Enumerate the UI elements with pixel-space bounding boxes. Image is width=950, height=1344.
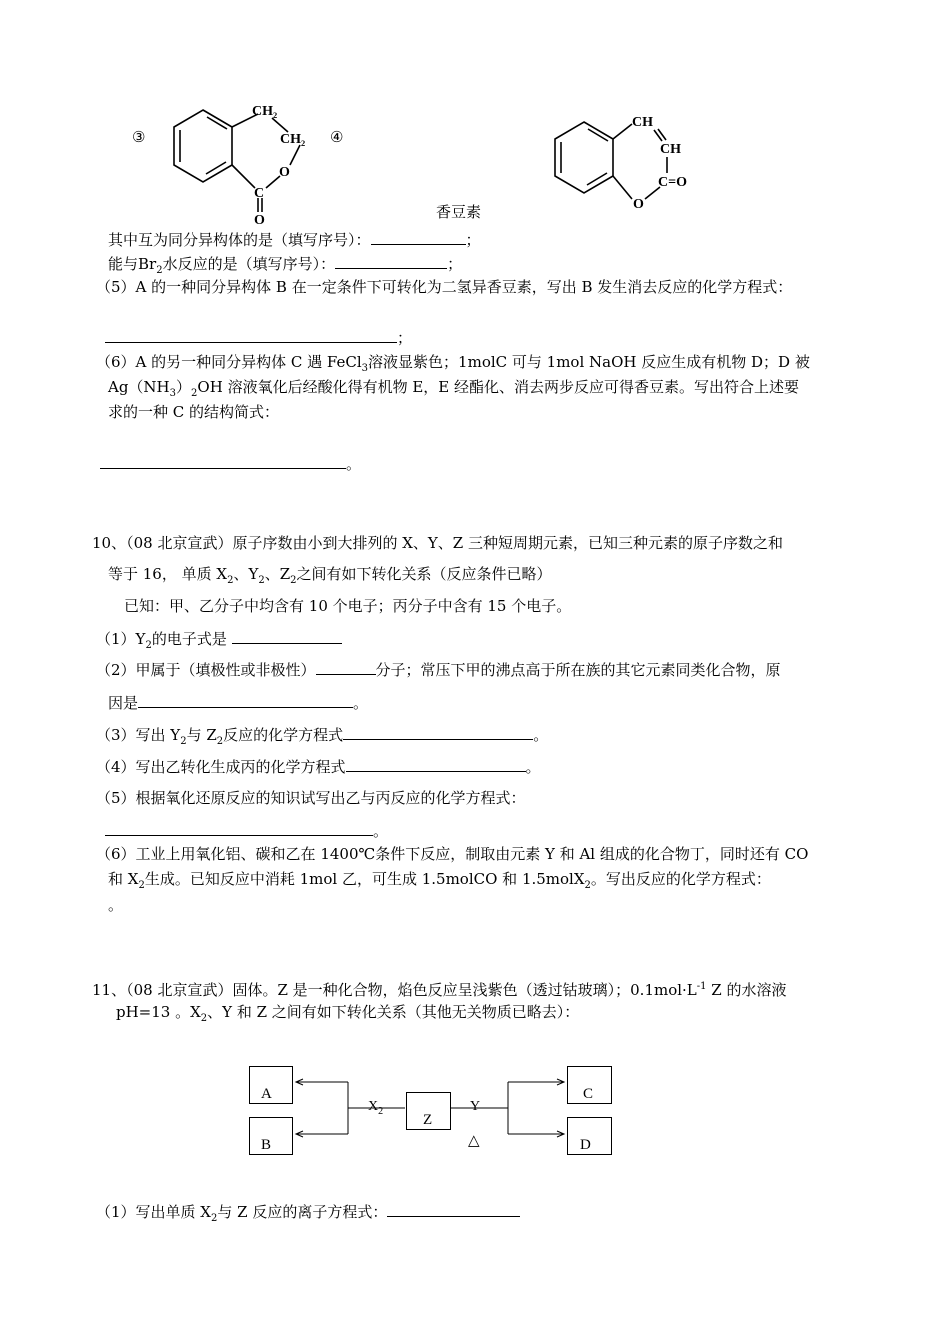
q10-5-answer-blank[interactable]	[105, 820, 373, 836]
q10-sub3: （3）写出 $Y_2$与 $Z_2$反应的化学方程式 。	[96, 726, 549, 747]
br2-answer-blank[interactable]	[335, 253, 447, 269]
structure-3-drawing	[0, 0, 950, 240]
part5-answer-blank[interactable]	[105, 327, 397, 343]
q10-sub5-answer: 。	[105, 820, 388, 841]
ch2-label-top: CH₂	[252, 104, 278, 119]
coumarin-name: 香豆素	[436, 205, 482, 221]
x2-arrow-label: $X_2$	[368, 1099, 384, 1117]
q9-part5-answer: ；	[105, 327, 412, 348]
q11-1-answer-blank[interactable]	[387, 1201, 520, 1217]
q11-line1: 11、（08 北京宣武）固体。Z 是一种化合物，焰色反应呈浅紫色（透过钴玻璃）；$0.1mol\cdot L^{-1}$ Z 的水溶液	[92, 981, 787, 999]
box-d-label: D	[580, 1137, 591, 1153]
box-a-label: A	[261, 1086, 272, 1102]
q10-2-polarity-blank[interactable]	[316, 659, 376, 675]
isomer-answer-blank[interactable]	[371, 229, 466, 245]
q10-sub6-line2: 和 $X_2$生成。已知反应中消耗 1mol 乙，可生成 1.5molCO 和 1.5molX$_2$。写出反应的化学方程式：	[108, 870, 771, 891]
q9-part5: （5）A 的一种同分异构体 B 在一定条件下可转化为二氢异香豆素，写出 B 发生消去反应的化学方程式：	[96, 278, 793, 296]
ring-o-label-4: O	[633, 197, 644, 212]
q10-sub5: （5）根据氧化还原反应的知识试写出乙与丙反应的化学方程式：	[96, 789, 526, 807]
q10-sub6-line1: （6）工业上用氧化铝、碳和乙在 1400℃条件下反应，制取由元素 Y 和 Al 组成的化合物丁，同时还有 CO	[96, 845, 809, 863]
isomer-question: 其中互为同分异构体的是（填写序号）： ；	[108, 231, 481, 249]
circle-num-3: ③	[132, 130, 146, 146]
carbonyl-c-label-3: C	[254, 186, 265, 201]
q10-sub2: （2）甲属于（填极性或非极性） 分子；常压下甲的沸点高于所在族的其它元素同类化合物，原	[96, 661, 781, 679]
carbonyl-o-label-3: O	[254, 213, 265, 228]
carbonyl-label-4: C=O	[658, 175, 687, 190]
q9-part6-line2: $Ag(NH_3)_2OH$ 溶液氧化后经酸化得有机物 E，E 经酯化、消去两步反应可得香豆素。写出符合上述要	[108, 378, 800, 399]
ring-o-label-3: O	[279, 165, 290, 180]
ch-label-b: CH	[660, 142, 681, 157]
q10-1-answer-blank[interactable]	[232, 628, 342, 644]
q10-sub1: $(1)Y_2$的电子式是	[96, 628, 342, 656]
q10-2-reason-blank[interactable]	[138, 692, 353, 708]
circle-num-4: ④	[330, 130, 344, 146]
q9-part6-answer: 。	[100, 453, 361, 474]
q11-sub1: （1）写出单质 $X_2$与 Z 反应的离子方程式：	[96, 1201, 520, 1229]
q10-sub2-reason: 因是 。	[108, 694, 369, 712]
q10-3-answer-blank[interactable]	[343, 724, 533, 740]
q9-part6-line1: （6）A 的另一种同分异构体 C 遇 FeCl$_3$溶液显紫色；1molC 可与 1mol NaOH 反应生成有机物 D；D 被	[96, 353, 810, 374]
q10-known: 已知：甲、乙分子中均含有 10 个电子；丙分子中含有 15 个电子。	[124, 597, 572, 615]
box-b-label: B	[261, 1137, 272, 1153]
benzene-ring-3	[174, 110, 300, 212]
q10-4-answer-blank[interactable]	[346, 756, 526, 772]
benzene-ring-4	[555, 122, 667, 199]
q10-line2: 等于 16， 单质 $X_2$、$Y_2$、$Z_2$之间有如下转化关系（反应条件已略）	[108, 565, 552, 586]
br2-question: 能与$Br_2$水反应的是（填写序号）： ；	[108, 255, 463, 276]
q11-line2: pH=13 。$X_2$、Y 和 Z 之间有如下转化关系（其他无关物质已略去）：	[116, 1003, 580, 1024]
q10-line1: 10、（08 北京宣武）原子序数由小到大排列的 X、Y、Z 三种短周期元素，已知三种元素的原子序数之和	[92, 534, 783, 552]
part6-answer-blank[interactable]	[100, 453, 346, 469]
ch2-label-mid: CH₂	[280, 132, 306, 147]
ch-label-a: CH	[632, 115, 653, 130]
box-z-label: Z	[423, 1112, 433, 1128]
y-arrow-label: Y	[470, 1099, 481, 1114]
heat-symbol: △	[468, 1131, 480, 1149]
q9-part6-line3: 求的一种 C 的结构简式：	[108, 403, 280, 421]
box-c-label: C	[583, 1086, 594, 1102]
q10-sub4: （4）写出乙转化生成丙的化学方程式 。	[96, 758, 541, 776]
q10-sub6-line3: 。	[108, 896, 124, 914]
